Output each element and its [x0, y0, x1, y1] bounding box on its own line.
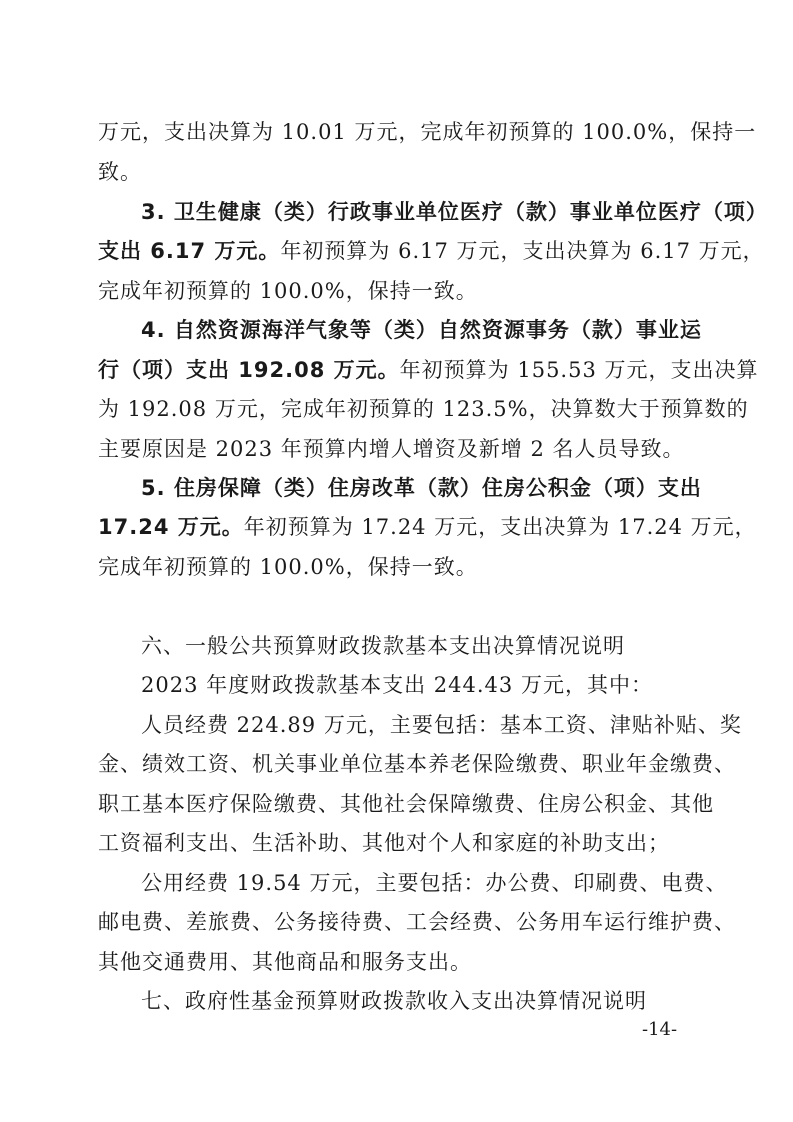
- paragraph-continuation-line-2: 致。: [98, 160, 142, 184]
- item4-heading-line-1: 4. 自然资源海洋气象等（类）自然资源事务（款）事业运: [141, 318, 702, 342]
- item4-line-2: [98, 355, 759, 385]
- item5-body-line-3: 完成年初预算的 100.0%，保持一致。: [98, 555, 478, 579]
- page-number: -14-: [642, 1019, 678, 1040]
- paragraph-continuation-line-1: 万元，支出决算为 10.01 万元，完成年初预算的 100.0%，保持一: [98, 120, 757, 144]
- public-expense-line-3: 其他交通费用、其他商品和服务支出。: [98, 950, 472, 974]
- item4-body-line-3: 为 192.08 万元，完成年初预算的 123.5%，决算数大于预算数的: [98, 397, 749, 421]
- public-expense-line-2: 邮电费、差旅费、公务接待费、工会经费、公务用车运行维护费、: [98, 910, 736, 934]
- item5-heading-line-1: 5. 住房保障（类）住房改革（款）住房公积金（项）支出: [141, 476, 702, 500]
- item4-heading-line-2: 行（项）支出 192.08 万元。: [98, 358, 400, 382]
- item5-body-line-2: 年初预算为 17.24 万元，支出决算为 17.24 万元，: [243, 515, 757, 539]
- item4-body-line-2: 年初预算为 155.53 万元，支出决算: [399, 358, 759, 382]
- item3-line-2: [98, 236, 765, 266]
- item3-heading-line-1: 3. 卫生健康（类）行政事业单位医疗（款）事业单位医疗（项）: [141, 200, 768, 224]
- item3-heading-line-2: 支出 6.17 万元。: [98, 239, 281, 263]
- personnel-expense-line-1: 人员经费 224.89 万元，主要包括：基本工资、津贴补贴、奖: [141, 713, 742, 737]
- personnel-expense-line-4: 工资福利支出、生活补助、其他对个人和家庭的补助支出；: [98, 831, 670, 855]
- item3-body-line-2: 年初预算为 6.17 万元，支出决算为 6.17 万元，: [280, 239, 765, 263]
- personnel-expense-line-2: 金、绩效工资、机关事业单位基本养老保险缴费、职业年金缴费、: [98, 752, 736, 776]
- item5-heading-line-2: 17.24 万元。: [98, 515, 244, 539]
- personnel-expense-line-3: 职工基本医疗保险缴费、其他社会保障缴费、住房公积金、其他: [98, 792, 714, 816]
- section6-summary: 2023 年度财政拨款基本支出 244.43 万元，其中：: [141, 673, 653, 697]
- item4-body-line-4: 主要原因是 2023 年预算内增人增资及新增 2 名人员导致。: [98, 437, 685, 461]
- section7-heading: 七、政府性基金预算财政拨款收入支出决算情况说明: [141, 989, 647, 1013]
- public-expense-line-1: 公用经费 19.54 万元，主要包括：办公费、印刷费、电费、: [141, 871, 728, 895]
- section6-heading: 六、一般公共预算财政拨款基本支出决算情况说明: [141, 634, 625, 658]
- item5-line-2: [98, 512, 757, 542]
- item3-body-line-3: 完成年初预算的 100.0%，保持一致。: [98, 279, 478, 303]
